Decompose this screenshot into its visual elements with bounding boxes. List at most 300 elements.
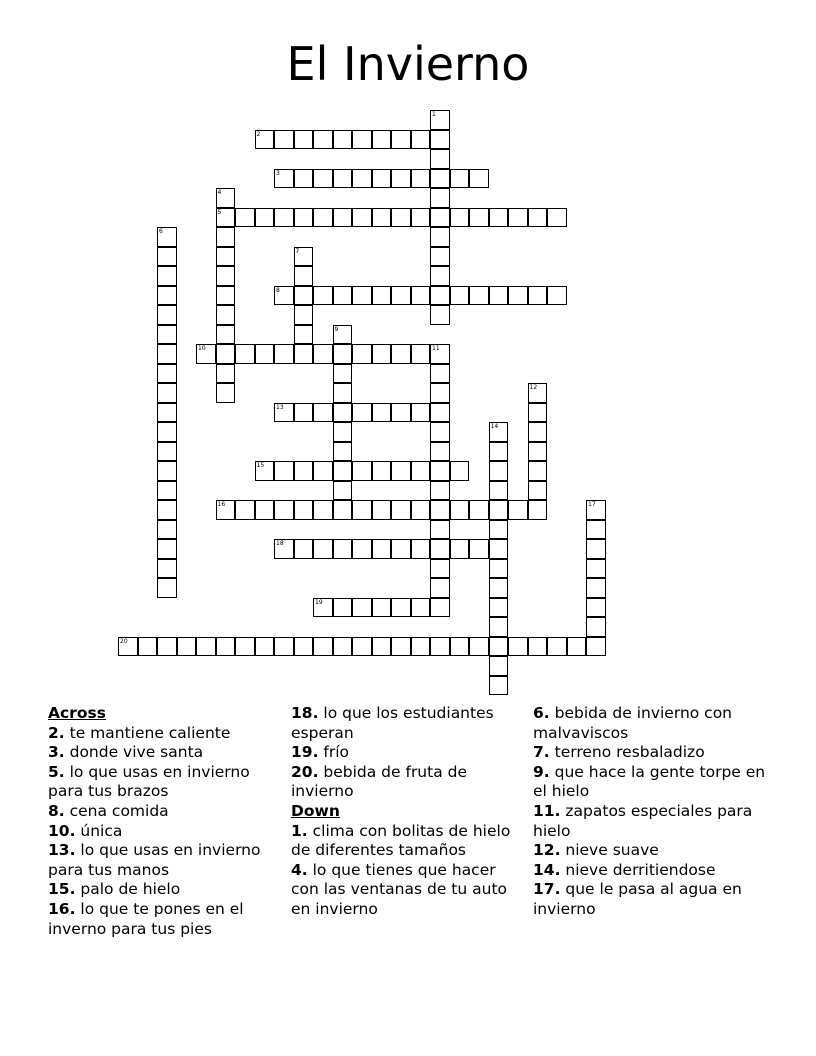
grid-cell[interactable] [333,325,353,345]
grid-cell[interactable] [157,520,177,540]
clue-number: 5 [217,208,222,216]
clue-item-number: 15. [48,880,76,899]
grid-cell[interactable] [411,344,431,364]
grid-cell[interactable] [118,637,138,657]
clue-item-text: que le pasa al agua en invierno [533,880,742,918]
grid-cell[interactable] [313,461,333,481]
grid-cell[interactable] [235,500,255,520]
clue-item-number: 1. [291,821,308,840]
clue-item-number: 14. [533,860,561,879]
grid-cell[interactable] [352,403,372,423]
grid-cell[interactable] [411,637,431,657]
grid-cell[interactable] [313,208,333,228]
grid-cell[interactable] [157,364,177,384]
grid-cell[interactable] [157,637,177,657]
grid-cell[interactable] [352,461,372,481]
clue-item-number: 19. [291,743,319,762]
grid-cell[interactable] [333,500,353,520]
grid-cell[interactable] [294,208,314,228]
grid-cell[interactable] [469,169,489,189]
grid-cell[interactable] [391,208,411,228]
grid-cell[interactable] [294,539,314,559]
grid-cell[interactable] [586,520,606,540]
grid-cell[interactable] [157,500,177,520]
grid-cell[interactable] [274,169,294,189]
clue-item-number: 20. [291,762,319,781]
clue-item-number: 5. [48,762,65,781]
grid-cell[interactable] [430,344,450,364]
clue-item-text: terreno resbaladizo [549,743,705,762]
grid-cell[interactable] [372,130,392,150]
grid-cell[interactable] [216,637,236,657]
grid-cell[interactable] [372,286,392,306]
grid-cell[interactable] [586,500,606,520]
clue-number: 18 [276,540,284,547]
grid-cell[interactable] [430,403,450,423]
grid-cell[interactable] [352,500,372,520]
grid-cell[interactable] [489,598,509,618]
grid-cell[interactable] [586,578,606,598]
grid-cell[interactable] [391,286,411,306]
grid-cell[interactable] [469,539,489,559]
grid-cell[interactable] [489,617,509,637]
grid-cell[interactable] [430,559,450,579]
grid-cell[interactable] [255,344,275,364]
grid-cell[interactable] [294,305,314,325]
grid-cell[interactable] [157,305,177,325]
grid-cell[interactable] [274,539,294,559]
grid-cell[interactable] [294,403,314,423]
clue-item-text: clima con bolitas de hielo de diferentes tamaños [291,821,511,860]
grid-cell[interactable] [372,344,392,364]
grid-cell[interactable] [430,130,450,150]
grid-cell[interactable] [528,442,548,462]
grid-cell[interactable] [508,208,528,228]
clues-column-1 [48,704,283,939]
clue-item-text: te mantiene caliente [64,723,231,742]
grid-cell[interactable] [333,461,353,481]
grid-cell[interactable] [411,539,431,559]
grid-cell[interactable] [157,481,177,501]
clue-number: 20 [120,637,128,645]
grid-cell[interactable] [469,286,489,306]
grid-cell[interactable] [333,403,353,423]
grid-cell[interactable] [157,247,177,267]
clue-item-number: 7. [533,743,550,762]
grid-cell[interactable] [255,130,275,150]
grid-cell[interactable] [528,383,548,403]
grid-cell[interactable] [489,461,509,481]
grid-cell[interactable] [411,598,431,618]
grid-cell[interactable] [411,500,431,520]
grid-cell[interactable] [528,481,548,501]
grid-cell[interactable] [157,383,177,403]
clue-item-text: cena comida [64,801,169,820]
grid-cell[interactable] [352,130,372,150]
grid-cell[interactable] [235,208,255,228]
clue-item-text: única [75,821,123,840]
grid-cell[interactable] [450,208,470,228]
grid-cell[interactable] [333,208,353,228]
grid-cell[interactable] [333,422,353,442]
grid-cell[interactable] [352,169,372,189]
grid-cell[interactable] [216,208,236,228]
grid-cell[interactable] [157,266,177,286]
grid-cell[interactable] [333,481,353,501]
clue-item [48,880,283,900]
grid-cell[interactable] [528,208,548,228]
grid-cell[interactable] [294,286,314,306]
clue-item [48,763,283,802]
clue-item-number: 13. [48,841,76,860]
clue-item [291,861,526,920]
grid-cell[interactable] [313,403,333,423]
clue-number: 7 [295,247,300,255]
grid-cell[interactable] [216,227,236,247]
grid-cell[interactable] [430,442,450,462]
grid-cell[interactable] [333,442,353,462]
grid-cell[interactable] [333,598,353,618]
grid-cell[interactable] [391,461,411,481]
clue-item [48,822,283,842]
clue-heading-across: Across [48,704,106,722]
grid-cell[interactable] [372,461,392,481]
grid-cell[interactable] [528,422,548,442]
clue-item-number: 12. [533,841,561,860]
grid-cell[interactable] [411,403,431,423]
grid-cell[interactable] [567,637,587,657]
grid-cell[interactable] [489,208,509,228]
grid-cell[interactable] [274,344,294,364]
grid-cell[interactable] [333,637,353,657]
grid-cell[interactable] [333,169,353,189]
grid-cell[interactable] [430,169,450,189]
grid-cell[interactable] [430,637,450,657]
grid-cell[interactable] [196,637,216,657]
clue-heading-down: Down [291,801,340,820]
grid-cell[interactable] [489,286,509,306]
clue-item [533,763,768,802]
grid-cell[interactable] [430,227,450,247]
grid-cell[interactable] [216,286,236,306]
grid-cell[interactable] [274,637,294,657]
grid-cell[interactable] [274,403,294,423]
grid-cell[interactable] [391,344,411,364]
clue-item [291,763,526,802]
clue-item-text: bebida de invierno con malvaviscos [533,704,733,742]
clue-item [533,841,768,861]
grid-cell[interactable] [372,403,392,423]
grid-cell[interactable] [411,461,431,481]
grid-cell[interactable] [313,344,333,364]
grid-cell[interactable] [430,188,450,208]
clue-item [291,743,526,763]
grid-cell[interactable] [450,461,470,481]
grid-cell[interactable] [528,500,548,520]
grid-cell[interactable] [216,364,236,384]
grid-cell[interactable] [586,637,606,657]
grid-cell[interactable] [586,559,606,579]
grid-cell[interactable] [430,500,450,520]
grid-cell[interactable] [430,110,450,130]
clue-item [533,704,768,743]
grid-cell[interactable] [294,637,314,657]
grid-cell[interactable] [352,598,372,618]
grid-cell[interactable] [489,500,509,520]
grid-cell[interactable] [313,286,333,306]
clue-number: 12 [529,384,538,391]
clue-item-text: frío [318,743,350,762]
grid-cell[interactable] [508,500,528,520]
grid-cell[interactable] [333,286,353,306]
clue-number: 11 [432,345,440,352]
grid-cell[interactable] [411,286,431,306]
grid-cell[interactable] [528,461,548,481]
grid-cell[interactable] [333,539,353,559]
grid-cell[interactable] [430,383,450,403]
grid-cell[interactable] [157,442,177,462]
clue-item-number: 10. [48,821,76,840]
grid-cell[interactable] [138,637,158,657]
grid-cell[interactable] [157,461,177,481]
grid-cell[interactable] [372,208,392,228]
clue-item-number: 6. [533,704,550,722]
grid-cell[interactable] [294,130,314,150]
grid-cell[interactable] [313,598,333,618]
grid-cell[interactable] [216,383,236,403]
grid-cell[interactable] [586,539,606,559]
grid-cell[interactable] [450,500,470,520]
grid-cell[interactable] [489,520,509,540]
grid-cell[interactable] [372,598,392,618]
grid-cell[interactable] [196,344,216,364]
grid-cell[interactable] [235,637,255,657]
clues-column-2 [291,704,526,920]
grid-cell[interactable] [294,266,314,286]
grid-cell[interactable] [352,539,372,559]
clue-item [291,704,526,743]
clue-item [291,822,526,861]
grid-cell[interactable] [274,461,294,481]
grid-cell[interactable] [157,559,177,579]
grid-cell[interactable] [391,130,411,150]
clue-item-number: 9. [533,762,550,781]
grid-cell[interactable] [235,344,255,364]
grid-cell[interactable] [391,403,411,423]
grid-cell[interactable] [313,500,333,520]
grid-cell[interactable] [274,286,294,306]
grid-cell[interactable] [372,539,392,559]
grid-cell[interactable] [274,208,294,228]
grid-cell[interactable] [489,539,509,559]
grid-cell[interactable] [391,539,411,559]
clue-number: 8 [276,286,280,294]
clue-number: 4 [217,189,222,196]
grid-cell[interactable] [508,286,528,306]
grid-cell[interactable] [430,481,450,501]
grid-cell[interactable] [469,208,489,228]
grid-cell[interactable] [450,169,470,189]
clue-number: 6 [159,228,163,235]
grid-cell[interactable] [216,325,236,345]
grid-cell[interactable] [391,169,411,189]
grid-cell[interactable] [489,656,509,676]
clue-item [533,802,768,841]
page-title: El Invierno [286,37,530,91]
grid-cell[interactable] [430,539,450,559]
clue-item-number: 17. [533,880,561,899]
grid-cell[interactable] [216,500,236,520]
grid-cell[interactable] [586,617,606,637]
grid-cell[interactable] [255,637,275,657]
grid-cell[interactable] [274,500,294,520]
grid-cell[interactable] [430,422,450,442]
grid-cell[interactable] [216,305,236,325]
clue-item-text: palo de hielo [75,880,181,899]
grid-cell[interactable] [157,403,177,423]
clue-item [533,861,768,881]
grid-cell[interactable] [430,364,450,384]
grid-cell[interactable] [489,578,509,598]
clue-item-text: donde vive santa [64,743,204,762]
grid-cell[interactable] [586,598,606,618]
grid-cell[interactable] [313,130,333,150]
grid-cell[interactable] [333,344,353,364]
grid-cell[interactable] [430,266,450,286]
clue-item-text: nieve derritiendose [560,860,716,879]
grid-cell[interactable] [255,461,275,481]
clue-item-number: 18. [291,704,319,722]
grid-cell[interactable] [411,208,431,228]
clue-item [48,724,283,744]
grid-cell[interactable] [489,637,509,657]
grid-cell[interactable] [508,637,528,657]
grid-cell[interactable] [274,130,294,150]
clue-item-number: 8. [48,801,65,820]
grid-cell[interactable] [352,344,372,364]
clue-item-number: 11. [533,801,561,820]
clue-item-number: 16. [48,899,76,918]
grid-cell[interactable] [411,169,431,189]
clue-item [48,743,283,763]
grid-cell[interactable] [352,208,372,228]
grid-cell[interactable] [469,500,489,520]
clue-number: 10 [198,345,206,352]
grid-cell[interactable] [294,461,314,481]
clue-number: 17 [588,501,596,508]
grid-cell[interactable] [547,637,567,657]
clue-item-text: lo que los estudiantes esperan [291,704,494,742]
clue-number: 3 [276,169,280,177]
clue-item-text: nieve suave [560,841,659,860]
clue-item [48,802,283,822]
grid-cell[interactable] [294,247,314,267]
grid-cell[interactable] [489,422,509,442]
grid-cell[interactable] [489,442,509,462]
grid-cell[interactable] [352,637,372,657]
grid-cell[interactable] [294,500,314,520]
grid-cell[interactable] [157,344,177,364]
grid-cell[interactable] [157,578,177,598]
grid-cell[interactable] [450,637,470,657]
grid-cell[interactable] [216,266,236,286]
grid-cell[interactable] [333,383,353,403]
grid-cell[interactable] [430,305,450,325]
grid-cell[interactable] [157,539,177,559]
grid-cell[interactable] [547,208,567,228]
clue-item-number: 3. [48,743,65,762]
grid-cell[interactable] [157,325,177,345]
grid-cell[interactable] [216,344,236,364]
grid-cell[interactable] [430,578,450,598]
grid-cell[interactable] [528,286,548,306]
grid-cell[interactable] [313,169,333,189]
grid-cell[interactable] [216,247,236,267]
grid-cell[interactable] [489,559,509,579]
grid-cell[interactable] [294,325,314,345]
grid-cell[interactable] [547,286,567,306]
grid-cell[interactable] [430,208,450,228]
grid-cell[interactable] [411,130,431,150]
grid-cell[interactable] [528,403,548,423]
clue-item-number: 2. [48,723,65,742]
grid-cell[interactable] [157,422,177,442]
grid-cell[interactable] [469,637,489,657]
clue-number: 14 [490,423,499,430]
clues-column-3 [533,704,768,920]
grid-cell[interactable] [294,344,314,364]
clue-number: 15 [256,462,265,469]
grid-cell[interactable] [255,500,275,520]
grid-cell[interactable] [430,149,450,169]
clue-item-number: 4. [291,860,308,879]
grid-cell[interactable] [391,500,411,520]
clue-item [48,841,283,880]
clue-number: 2 [256,130,261,138]
grid-cell[interactable] [430,286,450,306]
grid-cell[interactable] [372,500,392,520]
clue-number: 1 [432,111,436,118]
grid-cell[interactable] [313,637,333,657]
grid-cell[interactable] [450,286,470,306]
grid-cell[interactable] [450,539,470,559]
clue-item-text: lo que usas en invierno para tus brazos [48,762,250,801]
grid-cell[interactable] [313,539,333,559]
grid-cell[interactable] [430,520,450,540]
grid-cell[interactable] [157,227,177,247]
grid-cell[interactable] [430,461,450,481]
grid-cell[interactable] [352,286,372,306]
grid-cell[interactable] [430,247,450,267]
grid-cell[interactable] [391,598,411,618]
grid-cell[interactable] [255,208,275,228]
grid-cell[interactable] [372,169,392,189]
grid-cell[interactable] [177,637,197,657]
grid-cell[interactable] [528,637,548,657]
grid-cell[interactable] [333,364,353,384]
grid-cell[interactable] [489,676,509,696]
grid-cell[interactable] [372,637,392,657]
clue-item-text: lo que tienes que hacer con las ventanas de tu auto en invierno [291,860,508,918]
grid-cell[interactable] [489,481,509,501]
clue-number: 19 [315,598,323,606]
grid-cell[interactable] [294,169,314,189]
grid-cell[interactable] [333,130,353,150]
grid-cell[interactable] [430,598,450,618]
grid-cell[interactable] [157,286,177,306]
grid-cell[interactable] [391,637,411,657]
grid-cell[interactable] [216,188,236,208]
